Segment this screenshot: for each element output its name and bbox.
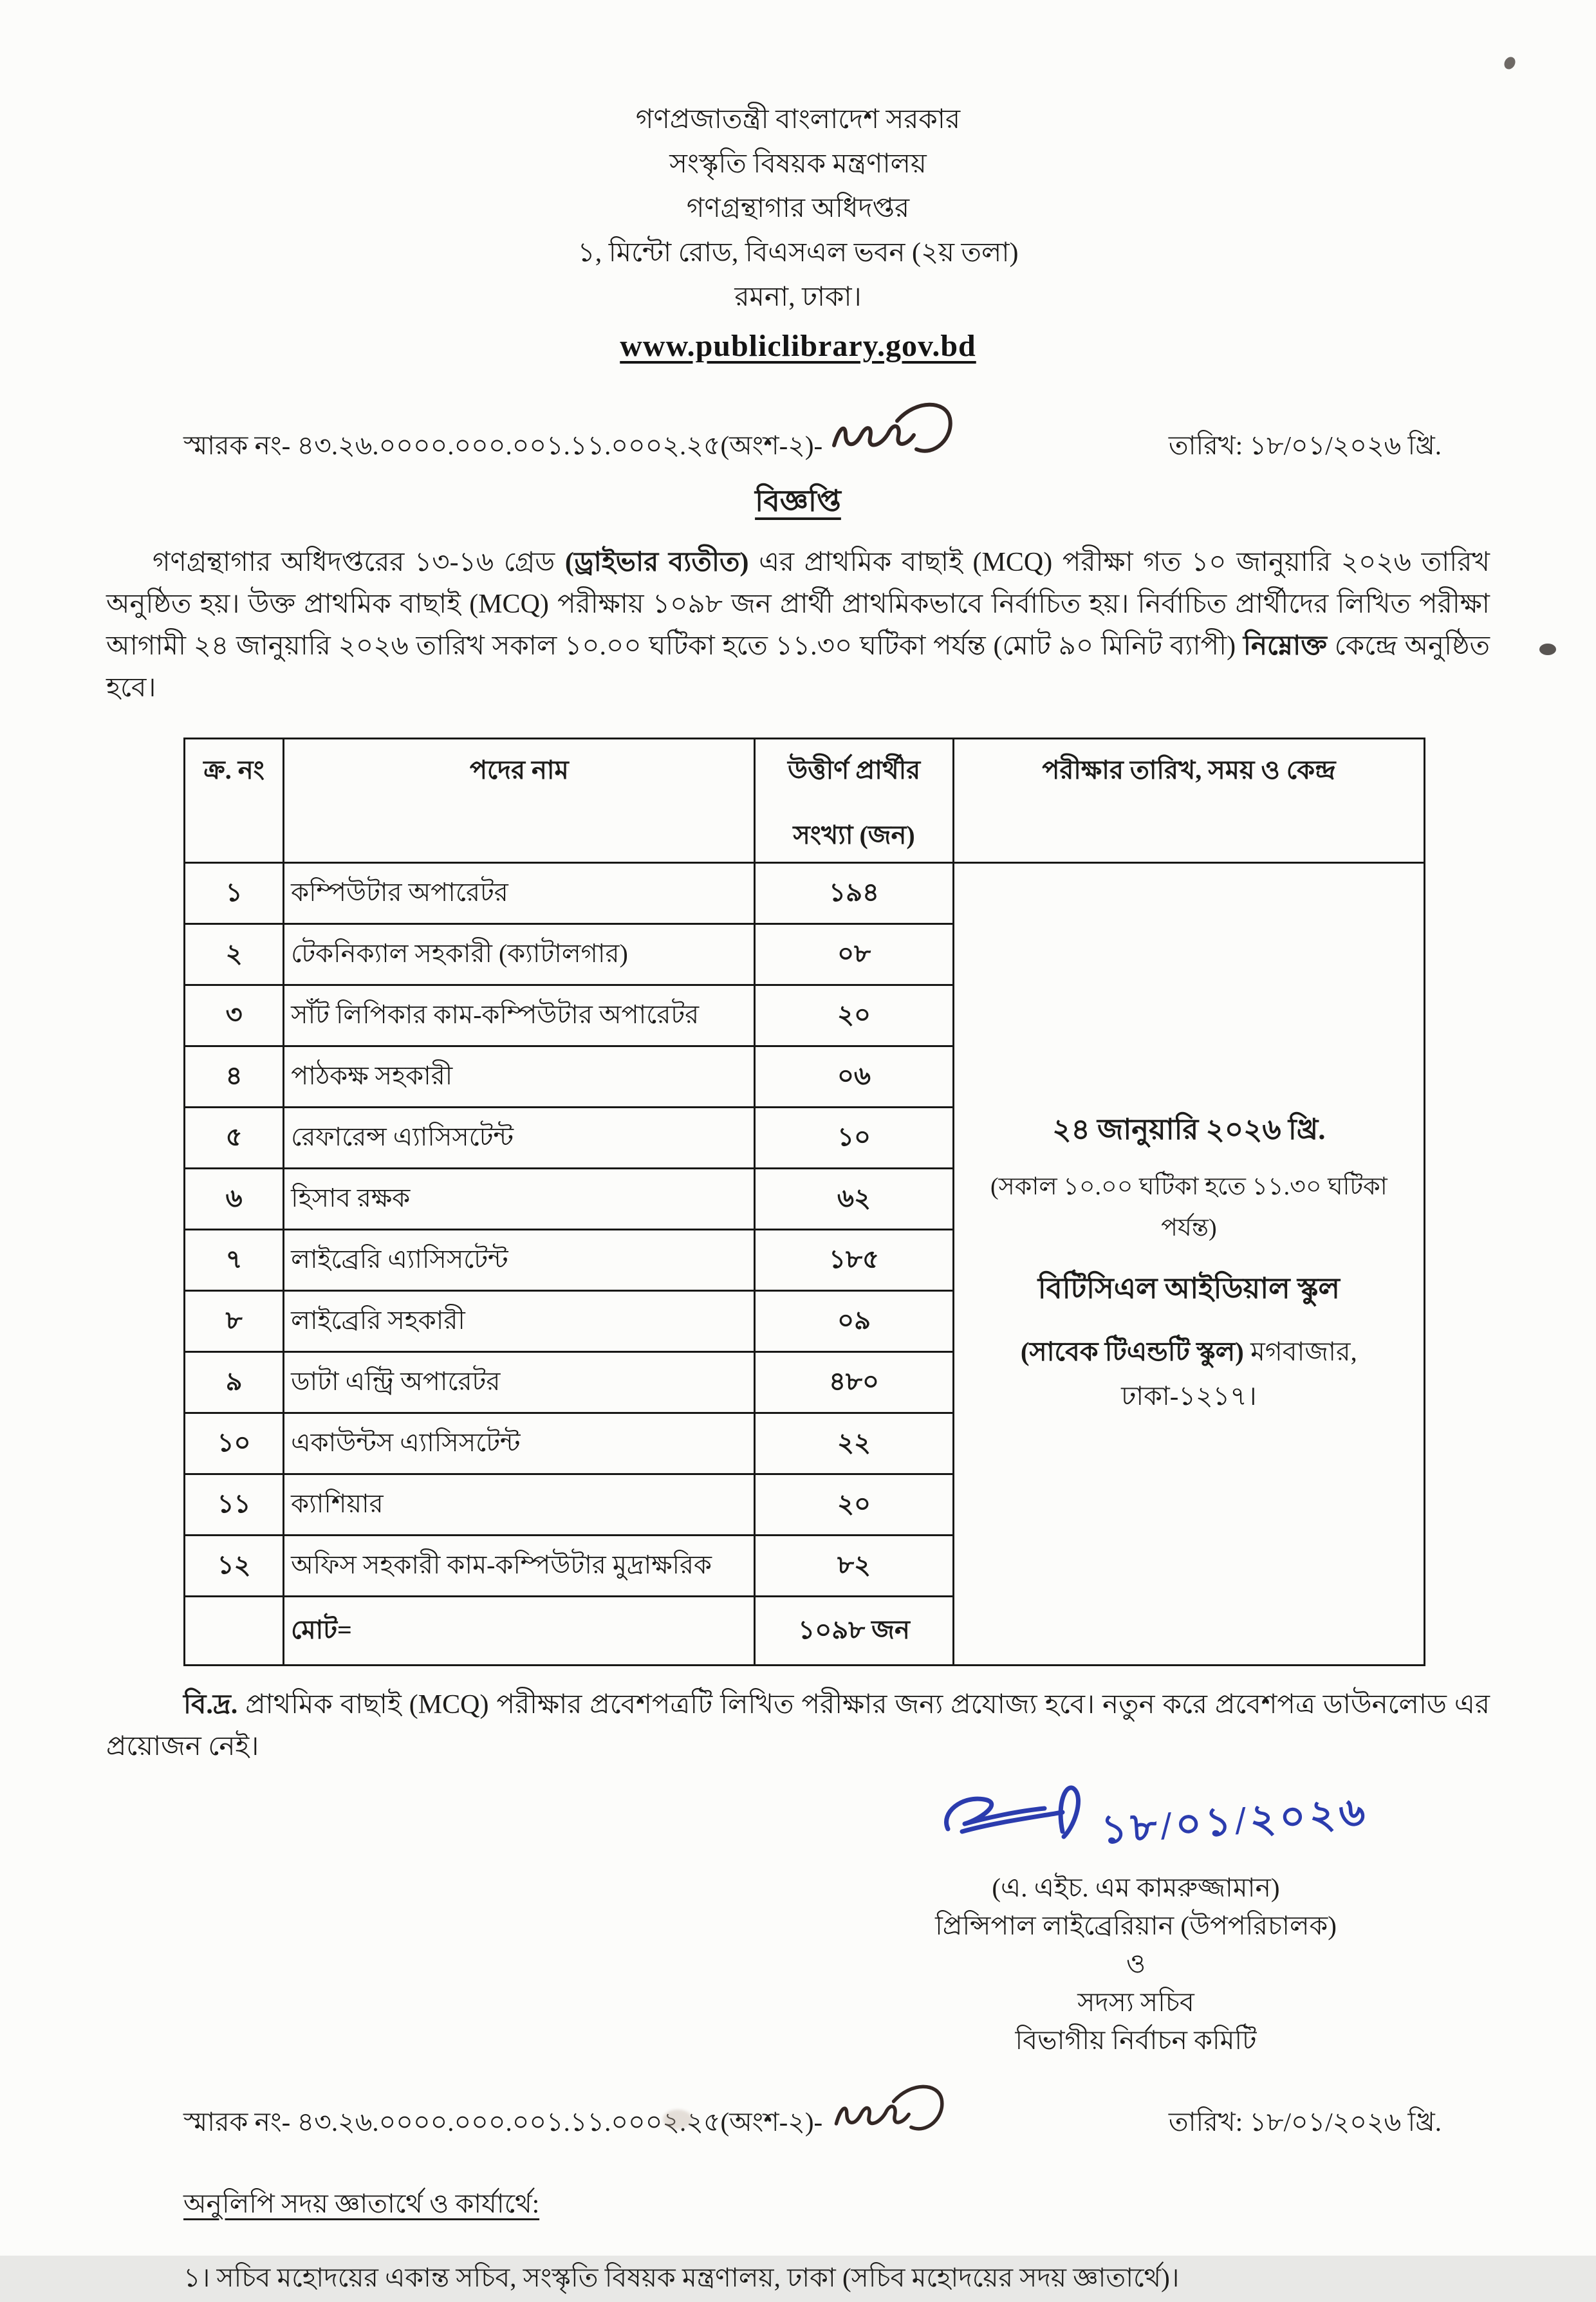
exam-center-location: মগবাজার, ঢাকা-১২১৭। (1121, 1337, 1357, 1411)
handwritten-memo-serial (826, 395, 961, 466)
notice-title: বিজ্ঞপ্তি (755, 485, 841, 517)
body-part3: কেন্দ্রে অনুষ্ঠিত হবে। (106, 631, 1490, 703)
table-row (185, 863, 1425, 924)
total-label: মোট= (284, 1597, 755, 1666)
memo-date-top: তারিখ: ১৮/০১/২০২৬ খ্রি. (1168, 431, 1442, 460)
exam-center-former-name: (সাবেক টিএন্ডটি স্কুল) (1020, 1337, 1244, 1367)
row-count: ০৬ (755, 1046, 953, 1108)
row-serial: ১২ (185, 1536, 284, 1597)
address-line2: রমনা, ঢাকা। (734, 283, 862, 312)
row-count: ৬২ (755, 1169, 953, 1230)
body-bold-following: নিম্নোক্ত (1243, 631, 1327, 662)
signature-scribble-icon (936, 1772, 1097, 1856)
col-header-count (755, 739, 953, 863)
table-header-row (185, 739, 1425, 863)
row-count: ১০ (755, 1108, 953, 1169)
exam-schedule-table (183, 738, 1425, 1666)
row-serial: ১১ (185, 1474, 284, 1536)
row-post: পাঠকক্ষ সহকারী (284, 1046, 755, 1108)
note-paragraph (106, 1684, 1490, 1768)
note-label: বি.দ্র. (183, 1690, 238, 1720)
row-count: ৮২ (755, 1536, 953, 1597)
copy-section-heading: অনুলিপি সদয় জ্ঞাতার্থে ও কার্যার্থে: (183, 2188, 540, 2218)
body-bold-driver-excluded: (ড্রাইভার ব্যতীত) (564, 548, 749, 577)
row-post: একাউন্টস এ্যাসিসটেন্ট (284, 1413, 755, 1474)
body-part2: এর প্রাথমিক বাছাই (MCQ) পরীক্ষা গত ১০ জানুয়ারি ২০২৬ তারিখ অনুষ্ঠিত হয়। উক্ত প্রাথমিক বাছাই (MCQ) পরীক্ষায় ১০৯৮ জন প্রার্থী প্রাথমিকভাবে নির্বাচিত হয়। নির্বাচিত প্রার্থীদের লিখিত পরীক্ষা আগামী ২৪ জানুয়ারি ২০২৬ তারিখ সকাল ১০.০০ ঘটিকা হতে ১১.৩০ ঘটিকা পর্যন্ত (মোট ৯০ মিনিট ব্যাপী) (106, 548, 1490, 662)
row-serial: ১ (185, 863, 284, 924)
copy-item-1: ১। সচিব মহোদয়ের একান্ত সচিব, সংস্কৃতি বিষয়ক মন্ত্রণালয়, ঢাকা (সচিব মহোদয়ের সদয় জ্ঞাতার্থে)। (183, 2262, 1180, 2292)
row-count: ১৮৫ (755, 1230, 953, 1291)
exam-time: (সকাল ১০.০০ ঘটিকা হতে ১১.৩০ ঘটিকা পর্যন্ত) (990, 1173, 1387, 1242)
scan-artifact (1539, 644, 1556, 655)
row-count: ২০ (755, 985, 953, 1046)
row-post: টেকনিক্যাল সহকারী (ক্যাটালগার) (284, 924, 755, 985)
note-text: প্রাথমিক বাছাই (MCQ) পরীক্ষার প্রবেশপত্রটি লিখিত পরীক্ষার জন্য প্রযোজ্য হবে। নতুন করে প্রবেশপত্র ডাউনলোড এর প্রয়োজন নেই। (106, 1690, 1490, 1762)
signatory-conjunction: ও (1126, 1949, 1146, 1979)
ministry-name: সংস্কৃতি বিষয়ক মন্ত্রণালয় (669, 149, 927, 179)
scan-artifact (663, 2110, 692, 2129)
total-empty-cell (185, 1597, 284, 1666)
row-post: ক্যাশিয়ার (284, 1474, 755, 1536)
exam-info-cell (953, 863, 1424, 1666)
row-serial: ৩ (185, 985, 284, 1046)
exam-center-address (961, 1332, 1417, 1420)
memo-date-bottom: তারিখ: ১৮/০১/২০২৬ খ্রি. (1168, 2106, 1442, 2137)
row-serial: ৯ (185, 1352, 284, 1413)
handwritten-date: ১৮/০১/২০২৬ (1099, 1790, 1371, 1852)
memo-number-bottom: স্মারক নং- ৪৩.২৬.০০০০.০০০.০০১.১১.০০০২.২৫(অংশ-২)- (183, 2106, 823, 2137)
letterhead (106, 106, 1490, 362)
memo-number-top: স্মারক নং- ৪৩.২৬.০০০০.০০০.০০১.১১.০০০২.২৫(অংশ-২)- (183, 431, 823, 460)
handwritten-signature-area (859, 1772, 1413, 1869)
col-header-count-line2: সংখ্যা (জন) (793, 821, 915, 850)
handwritten-memo-serial (826, 2078, 955, 2142)
body-part1: গণগ্রন্থাগার অধিদপ্তরের ১৩-১৬ গ্রেড (153, 548, 565, 577)
department-name: গণগ্রন্থাগার অধিদপ্তর (686, 194, 910, 223)
row-post: কম্পিউটার অপারেটর (284, 863, 755, 924)
signatory-role2: বিভাগীয় নির্বাচন কমিটি (1015, 2025, 1257, 2056)
handwriting-scribble-icon (826, 395, 961, 466)
total-value: ১০৯৮ জন (755, 1597, 953, 1666)
col-header-serial: ক্র. নং (185, 739, 284, 863)
row-count: ১৯৪ (755, 863, 953, 924)
col-header-post: পদের নাম (284, 739, 755, 863)
exam-date: ২৪ জানুয়ারি ২০২৬ খ্রি. (1052, 1113, 1326, 1146)
row-serial: ৭ (185, 1230, 284, 1291)
row-serial: ৮ (185, 1291, 284, 1352)
row-count: ৪৮০ (755, 1352, 953, 1413)
row-post: হিসাব রক্ষক (284, 1169, 755, 1230)
address-line1: ১, মিন্টো রোড, বিএসএল ভবন (২য় তলা) (577, 238, 1019, 268)
signature-block (859, 1772, 1413, 2060)
row-count: ২০ (755, 1474, 953, 1536)
row-post: লাইব্রেরি সহকারী (284, 1291, 755, 1352)
memo-row-top (183, 408, 1442, 470)
handwriting-scribble-icon (826, 2078, 955, 2142)
signatory-role1: সদস্য সচিব (1077, 1987, 1194, 2017)
row-serial: ৬ (185, 1169, 284, 1230)
row-count: ২২ (755, 1413, 953, 1474)
row-serial: ২ (185, 924, 284, 985)
row-serial: ৫ (185, 1108, 284, 1169)
scan-artifact (1502, 55, 1517, 71)
row-post: রেফারেন্স এ্যাসিসটেন্ট (284, 1108, 755, 1169)
signatory-title: প্রিন্সিপাল লাইব্রেরিয়ান (উপপরিচালক) (935, 1911, 1337, 1940)
exam-center-name: বিটিসিএল আইডিয়াল স্কুল (1037, 1272, 1340, 1305)
row-serial: ১০ (185, 1413, 284, 1474)
row-post: অফিস সহকারী কাম-কম্পিউটার মুদ্রাক্ষরিক (284, 1536, 755, 1597)
row-post: ডাটা এন্ট্রি অপারেটর (284, 1352, 755, 1413)
government-name: গণপ্রজাতন্ত্রী বাংলাদেশ সরকার (635, 105, 961, 135)
col-header-count-line1: উত্তীর্ণ প্রার্থীর (787, 756, 921, 785)
website-url: www.publiclibrary.gov.bd (620, 329, 976, 363)
row-serial: ৪ (185, 1046, 284, 1108)
row-post: লাইব্রেরি এ্যাসিসটেন্ট (284, 1230, 755, 1291)
col-header-exam: পরীক্ষার তারিখ, সময় ও কেন্দ্র (953, 739, 1424, 863)
signatory-name: (এ. এইচ. এম কামরুজ্জামান) (992, 1872, 1280, 1902)
row-count: ০৮ (755, 924, 953, 985)
row-post: সাঁট লিপিকার কাম-কম্পিউটার অপারেটর (284, 985, 755, 1046)
body-paragraph (106, 542, 1490, 709)
row-count: ০৯ (755, 1291, 953, 1352)
memo-row-bottom (183, 2091, 1442, 2146)
